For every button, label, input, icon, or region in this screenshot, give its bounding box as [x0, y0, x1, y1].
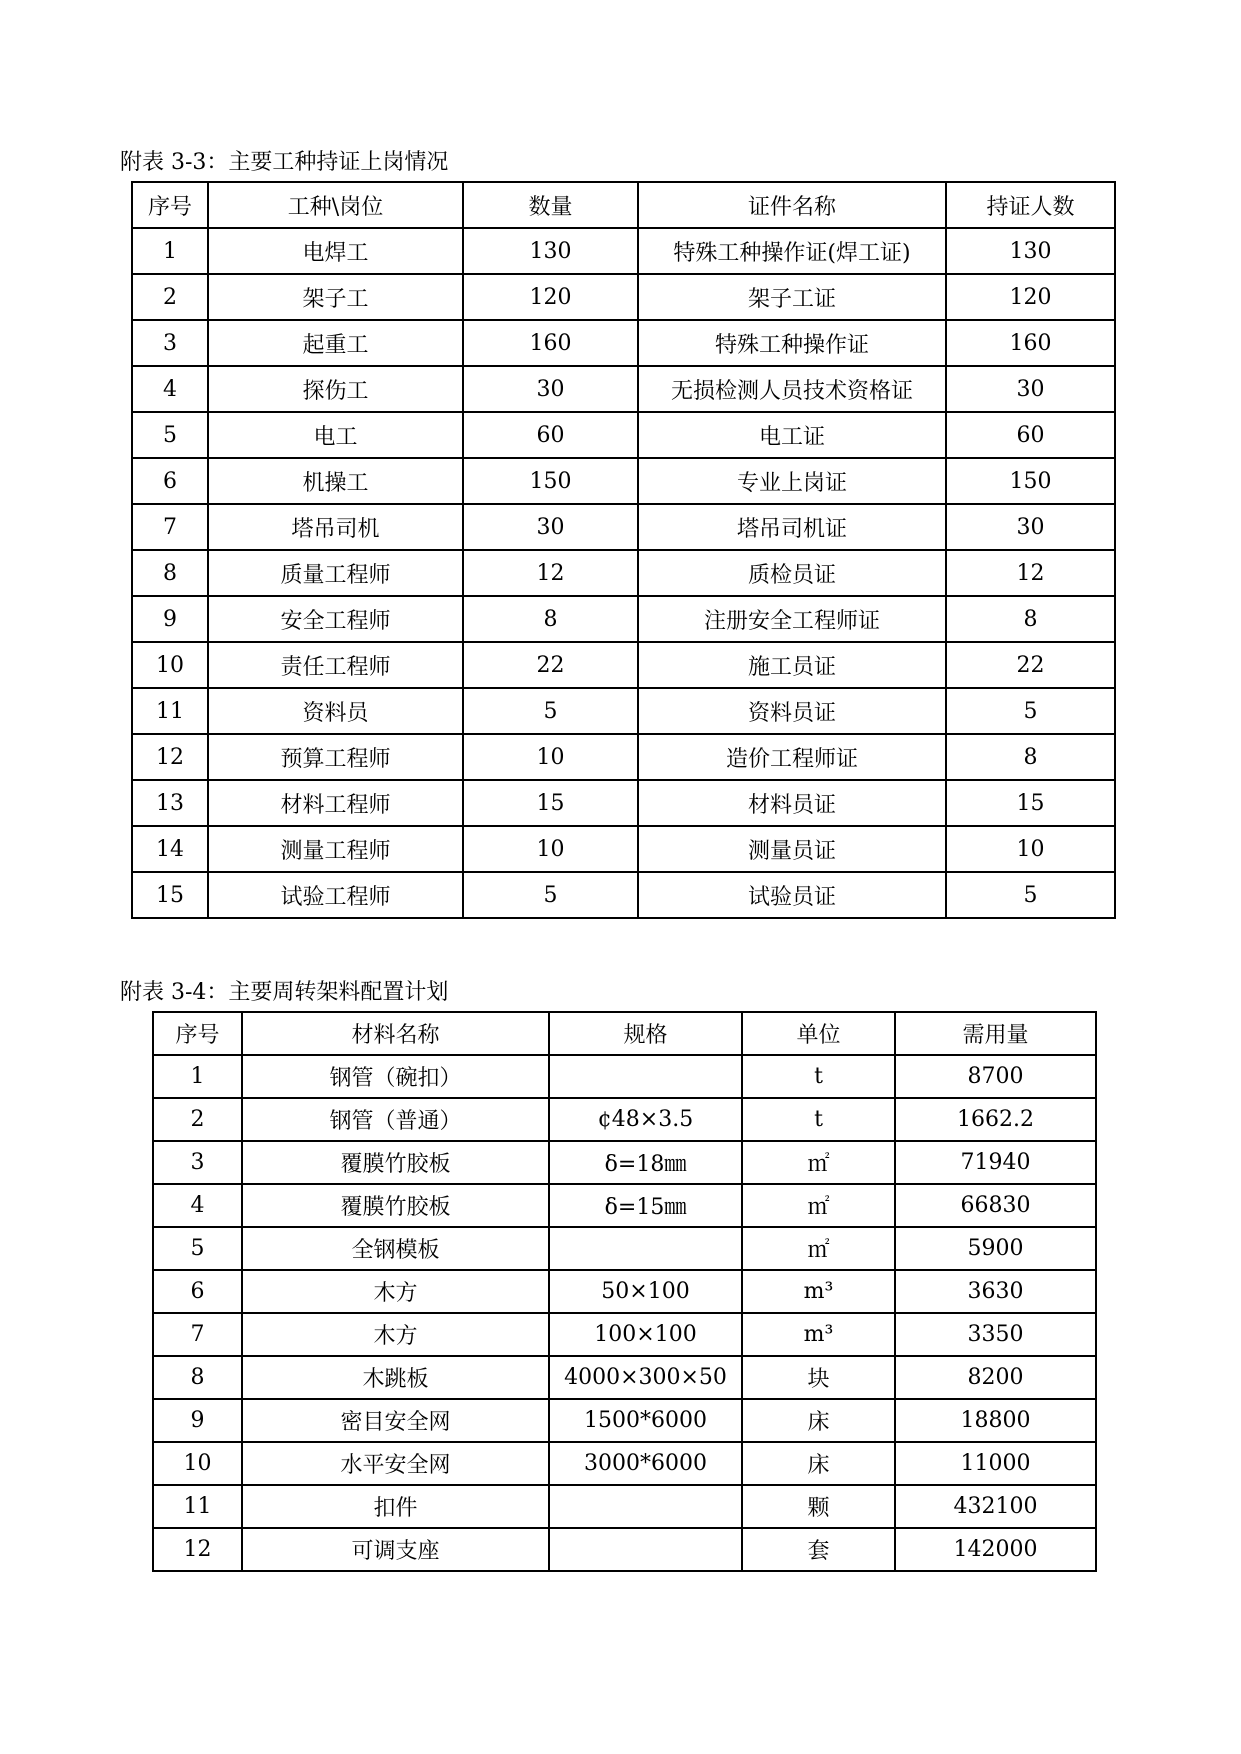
row — [132, 826, 1115, 872]
c: 5 — [463, 688, 638, 734]
c — [549, 1055, 742, 1098]
c: 责任工程师 — [208, 642, 463, 688]
c: 材料员证 — [638, 780, 946, 826]
c: 160 — [946, 320, 1115, 366]
row — [132, 274, 1115, 320]
c: 钢管（碗扣） — [242, 1055, 549, 1098]
c: 60 — [463, 412, 638, 458]
c: 10 — [132, 642, 208, 688]
row — [132, 550, 1115, 596]
row — [153, 1442, 1096, 1485]
h: 持证人数 — [946, 182, 1115, 228]
c: ㎡ — [742, 1141, 895, 1184]
h: 证件名称 — [638, 182, 946, 228]
c: 12 — [153, 1528, 242, 1571]
c: 专业上岗证 — [638, 458, 946, 504]
c: 150 — [463, 458, 638, 504]
row — [132, 734, 1115, 780]
h: 需用量 — [895, 1012, 1096, 1055]
c: 电焊工 — [208, 228, 463, 274]
c: 钢管（普通） — [242, 1098, 549, 1141]
c: 水平安全网 — [242, 1442, 549, 1485]
c: 50×100 — [549, 1270, 742, 1313]
c: 10 — [463, 734, 638, 780]
c: 8 — [132, 550, 208, 596]
row — [153, 1184, 1096, 1227]
c: 9 — [153, 1399, 242, 1442]
c: 12 — [946, 550, 1115, 596]
c: 4 — [132, 366, 208, 412]
c: 特殊工种操作证(焊工证) — [638, 228, 946, 274]
c: 测量员证 — [638, 826, 946, 872]
c: 机操工 — [208, 458, 463, 504]
c: 130 — [463, 228, 638, 274]
c: 测量工程师 — [208, 826, 463, 872]
c: 11000 — [895, 1442, 1096, 1485]
c: 10 — [153, 1442, 242, 1485]
c: 5 — [946, 688, 1115, 734]
row — [132, 780, 1115, 826]
c: 特殊工种操作证 — [638, 320, 946, 366]
c: 8700 — [895, 1055, 1096, 1098]
c: 5 — [153, 1227, 242, 1270]
c: 3630 — [895, 1270, 1096, 1313]
c: 12 — [463, 550, 638, 596]
c: 2 — [132, 274, 208, 320]
c: 全钢模板 — [242, 1227, 549, 1270]
c: 11 — [132, 688, 208, 734]
c: 8 — [153, 1356, 242, 1399]
c: 质检员证 — [638, 550, 946, 596]
c: 3350 — [895, 1313, 1096, 1356]
c: 预算工程师 — [208, 734, 463, 780]
c: 6 — [153, 1270, 242, 1313]
row — [132, 596, 1115, 642]
c: t — [742, 1098, 895, 1141]
t2-cap: 附表 3-4：主要周转架料配置计划 — [120, 980, 449, 1005]
c: 1662.2 — [895, 1098, 1096, 1141]
c: 11 — [153, 1485, 242, 1528]
c: 8 — [463, 596, 638, 642]
c: 6 — [132, 458, 208, 504]
row — [153, 1098, 1096, 1141]
c: 60 — [946, 412, 1115, 458]
c: 13 — [132, 780, 208, 826]
c: 质量工程师 — [208, 550, 463, 596]
c: 3000*6000 — [549, 1442, 742, 1485]
c: 试验员证 — [638, 872, 946, 918]
c: 7 — [132, 504, 208, 550]
c: 18800 — [895, 1399, 1096, 1442]
c: 床 — [742, 1442, 895, 1485]
row — [132, 320, 1115, 366]
c: 66830 — [895, 1184, 1096, 1227]
c: 密目安全网 — [242, 1399, 549, 1442]
c: 10 — [463, 826, 638, 872]
c: 8 — [946, 596, 1115, 642]
c — [549, 1227, 742, 1270]
c: 床 — [742, 1399, 895, 1442]
row — [153, 1270, 1096, 1313]
c: 30 — [463, 504, 638, 550]
c: 71940 — [895, 1141, 1096, 1184]
row — [153, 1356, 1096, 1399]
c: 扣件 — [242, 1485, 549, 1528]
c: 注册安全工程师证 — [638, 596, 946, 642]
c: 块 — [742, 1356, 895, 1399]
t2 — [152, 1011, 1097, 1572]
c: 15 — [946, 780, 1115, 826]
c: 套 — [742, 1528, 895, 1571]
c: 120 — [946, 274, 1115, 320]
row — [132, 228, 1115, 274]
t1 — [131, 181, 1116, 919]
h: 规格 — [549, 1012, 742, 1055]
c: 7 — [153, 1313, 242, 1356]
c: 试验工程师 — [208, 872, 463, 918]
c: 15 — [132, 872, 208, 918]
c: 1 — [132, 228, 208, 274]
row — [132, 412, 1115, 458]
c: ㎡ — [742, 1184, 895, 1227]
c: 160 — [463, 320, 638, 366]
c: 9 — [132, 596, 208, 642]
row — [153, 1399, 1096, 1442]
c: 22 — [463, 642, 638, 688]
c: δ=18㎜ — [549, 1141, 742, 1184]
row — [132, 504, 1115, 550]
row — [132, 872, 1115, 918]
c: 木跳板 — [242, 1356, 549, 1399]
c: 5 — [132, 412, 208, 458]
row — [153, 1055, 1096, 1098]
c: 14 — [132, 826, 208, 872]
c: 5 — [463, 872, 638, 918]
c: 覆膜竹胶板 — [242, 1184, 549, 1227]
h: 工种\岗位 — [208, 182, 463, 228]
c: 起重工 — [208, 320, 463, 366]
c: 432100 — [895, 1485, 1096, 1528]
c: m³ — [742, 1270, 895, 1313]
c: 4000×300×50 — [549, 1356, 742, 1399]
c: 可调支座 — [242, 1528, 549, 1571]
c: 30 — [463, 366, 638, 412]
c: ¢48×3.5 — [549, 1098, 742, 1141]
row — [132, 458, 1115, 504]
row — [153, 1485, 1096, 1528]
c: 覆膜竹胶板 — [242, 1141, 549, 1184]
c: 22 — [946, 642, 1115, 688]
h: 单位 — [742, 1012, 895, 1055]
c: t — [742, 1055, 895, 1098]
c — [549, 1528, 742, 1571]
c: 3 — [132, 320, 208, 366]
c: 资料员证 — [638, 688, 946, 734]
c: 架子工证 — [638, 274, 946, 320]
c: 探伤工 — [208, 366, 463, 412]
h: 序号 — [132, 182, 208, 228]
c: 150 — [946, 458, 1115, 504]
c: 材料工程师 — [208, 780, 463, 826]
c: 造价工程师证 — [638, 734, 946, 780]
c: 100×100 — [549, 1313, 742, 1356]
c: 塔吊司机证 — [638, 504, 946, 550]
row — [132, 642, 1115, 688]
c: 2 — [153, 1098, 242, 1141]
c: 木方 — [242, 1270, 549, 1313]
t1-head — [132, 182, 1115, 228]
row — [153, 1141, 1096, 1184]
c: ㎡ — [742, 1227, 895, 1270]
c: 10 — [946, 826, 1115, 872]
row — [153, 1313, 1096, 1356]
c: 施工员证 — [638, 642, 946, 688]
row — [153, 1227, 1096, 1270]
c: 电工 — [208, 412, 463, 458]
h: 材料名称 — [242, 1012, 549, 1055]
c: 120 — [463, 274, 638, 320]
row — [132, 366, 1115, 412]
t1-cap: 附表 3-3：主要工种持证上岗情况 — [120, 150, 449, 175]
c: m³ — [742, 1313, 895, 1356]
c: 电工证 — [638, 412, 946, 458]
c: δ=15㎜ — [549, 1184, 742, 1227]
c: 1 — [153, 1055, 242, 1098]
c: 30 — [946, 366, 1115, 412]
c: 塔吊司机 — [208, 504, 463, 550]
c: 142000 — [895, 1528, 1096, 1571]
h: 数量 — [463, 182, 638, 228]
c: 8200 — [895, 1356, 1096, 1399]
c: 30 — [946, 504, 1115, 550]
c: 5900 — [895, 1227, 1096, 1270]
c: 130 — [946, 228, 1115, 274]
c: 12 — [132, 734, 208, 780]
c: 颗 — [742, 1485, 895, 1528]
row — [153, 1528, 1096, 1571]
c: 8 — [946, 734, 1115, 780]
c: 1500*6000 — [549, 1399, 742, 1442]
c: 架子工 — [208, 274, 463, 320]
c: 资料员 — [208, 688, 463, 734]
c: 5 — [946, 872, 1115, 918]
row — [132, 688, 1115, 734]
c: 木方 — [242, 1313, 549, 1356]
c: 3 — [153, 1141, 242, 1184]
c: 无损检测人员技术资格证 — [638, 366, 946, 412]
c: 安全工程师 — [208, 596, 463, 642]
t2-head — [153, 1012, 1096, 1055]
h: 序号 — [153, 1012, 242, 1055]
c: 15 — [463, 780, 638, 826]
c — [549, 1485, 742, 1528]
c: 4 — [153, 1184, 242, 1227]
